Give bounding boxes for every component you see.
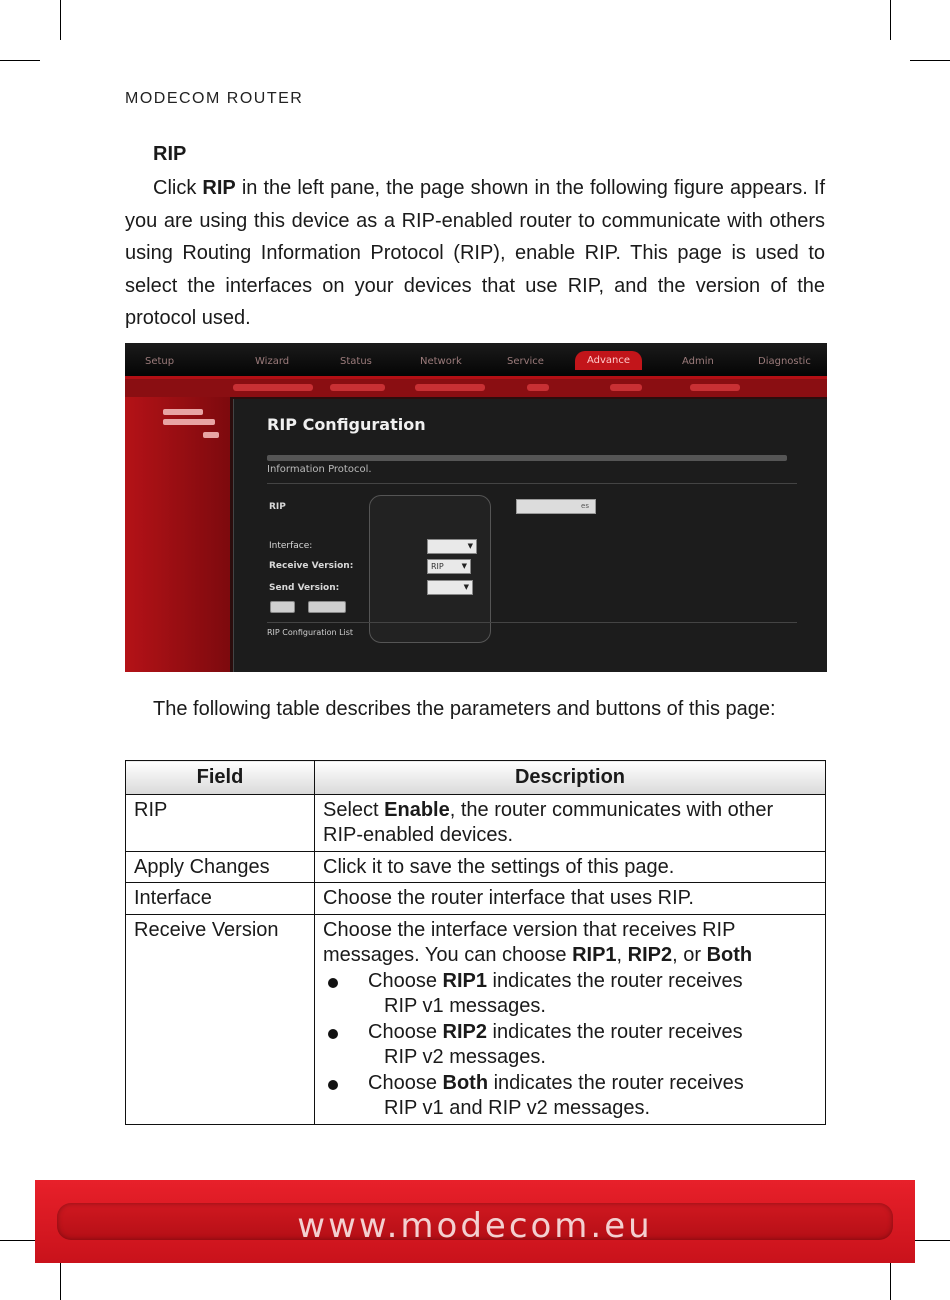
field-cell: Apply Changes xyxy=(126,851,315,883)
figure-sub-item xyxy=(415,384,485,391)
figure-reset-button xyxy=(308,601,346,613)
list-item: Choose RIP1 indicates the router receives RIP v1 messages. xyxy=(323,969,817,1020)
field-cell: RIP xyxy=(126,794,315,851)
figure-sub-item xyxy=(233,384,313,391)
figure-description-line xyxy=(267,455,787,461)
figure-left-pane xyxy=(125,397,230,672)
bullet-icon xyxy=(328,978,338,988)
figure-sub-item xyxy=(610,384,642,391)
running-header: MODECOM ROUTER xyxy=(125,90,304,107)
figure-tab: Diagnostic xyxy=(758,356,811,367)
footer-banner xyxy=(35,1180,915,1263)
crop-mark xyxy=(890,0,891,40)
bullet-icon xyxy=(328,1029,338,1039)
section-title: RIP xyxy=(153,143,187,165)
figure-send-label: Send Version: xyxy=(269,583,340,593)
crop-mark xyxy=(60,1260,61,1300)
crop-mark xyxy=(0,60,40,61)
figure-interface-label: Interface: xyxy=(269,541,313,551)
crop-mark xyxy=(60,0,61,40)
table-intro-paragraph: The following table describes the parameters and buttons of this page: xyxy=(153,698,776,720)
crop-mark xyxy=(0,1240,40,1241)
crop-mark xyxy=(890,1260,891,1300)
footer-url-pill xyxy=(57,1203,893,1246)
parameter-table xyxy=(125,760,826,1125)
figure-page-title: RIP Configuration xyxy=(267,415,426,434)
figure-sub-item xyxy=(330,384,385,391)
crop-mark xyxy=(910,1240,950,1241)
figure-separator xyxy=(267,483,797,484)
figure-receive-label: Receive Version: xyxy=(269,561,354,571)
figure-tab: Admin xyxy=(682,356,714,367)
figure-top-nav xyxy=(125,343,827,379)
figure-tab: Wizard xyxy=(255,356,290,367)
figure-left-item xyxy=(163,409,203,415)
description-cell: Choose the router interface that uses RIP. xyxy=(315,883,826,915)
column-header-field: Field xyxy=(126,761,315,795)
version-bullet-list xyxy=(323,969,817,1122)
intro-paragraph: Click RIP in the left pane, the page shown in the following figure appears. If you are using this device as a RIP-enabled router to communicate with others using Routing Information Protocol (RIP), enable RIP. This page is used to select the interfaces on your devices that use RIP, and the version of the protocol used. xyxy=(125,177,826,329)
field-cell: Receive Version xyxy=(126,914,315,1124)
rip-configuration-screenshot xyxy=(125,343,827,672)
table-row xyxy=(126,883,826,915)
figure-tab: Network xyxy=(420,356,462,367)
figure-tab: Status xyxy=(340,356,372,367)
figure-tab-active: Advance xyxy=(575,351,642,370)
figure-tab: Service xyxy=(507,356,544,367)
field-cell: Interface xyxy=(126,883,315,915)
description-cell: Select Enable, the router communicates with other RIP-enabled devices. xyxy=(315,794,826,851)
figure-separator xyxy=(267,622,797,623)
list-item: Choose RIP2 indicates the router receives RIP v2 messages. xyxy=(323,1020,817,1071)
figure-receive-select: RIP ▼ xyxy=(427,559,471,574)
table-header-row xyxy=(126,761,826,795)
figure-description: Information Protocol. xyxy=(267,464,372,475)
table-row xyxy=(126,851,826,883)
table-row xyxy=(126,794,826,851)
figure-send-select: ▼ xyxy=(427,580,473,595)
crop-mark xyxy=(910,60,950,61)
figure-tab: Setup xyxy=(145,356,175,367)
figure-left-item xyxy=(203,432,219,438)
table-row xyxy=(126,914,826,1124)
list-item: Choose Both indicates the router receives RIP v1 and RIP v2 messages. xyxy=(323,1071,817,1122)
figure-sub-item xyxy=(527,384,549,391)
description-cell: Click it to save the settings of this page. xyxy=(315,851,826,883)
figure-interface-select: ▼ xyxy=(427,539,477,554)
description-cell: Choose the interface version that receives RIP messages. You can choose RIP1, RIP2, or Both Choose RIP1 indicates the router receives RIP v1 messages. Choose RIP2 indicates the router receives RIP v2 messages. Choose Both indicates the router receives RIP v1 and RIP v2 messages. xyxy=(315,914,826,1124)
figure-rip-label: RIP xyxy=(269,502,286,512)
figure-apply-field: es xyxy=(516,499,596,514)
column-header-description: Description xyxy=(315,761,826,795)
figure-list-label: RIP Configuration List xyxy=(267,628,354,637)
figure-apply-button xyxy=(270,601,295,613)
footer-url[interactable]: www.modecom.eu xyxy=(297,1206,653,1246)
figure-left-item xyxy=(163,419,215,425)
figure-sub-item xyxy=(690,384,740,391)
bullet-icon xyxy=(328,1080,338,1090)
